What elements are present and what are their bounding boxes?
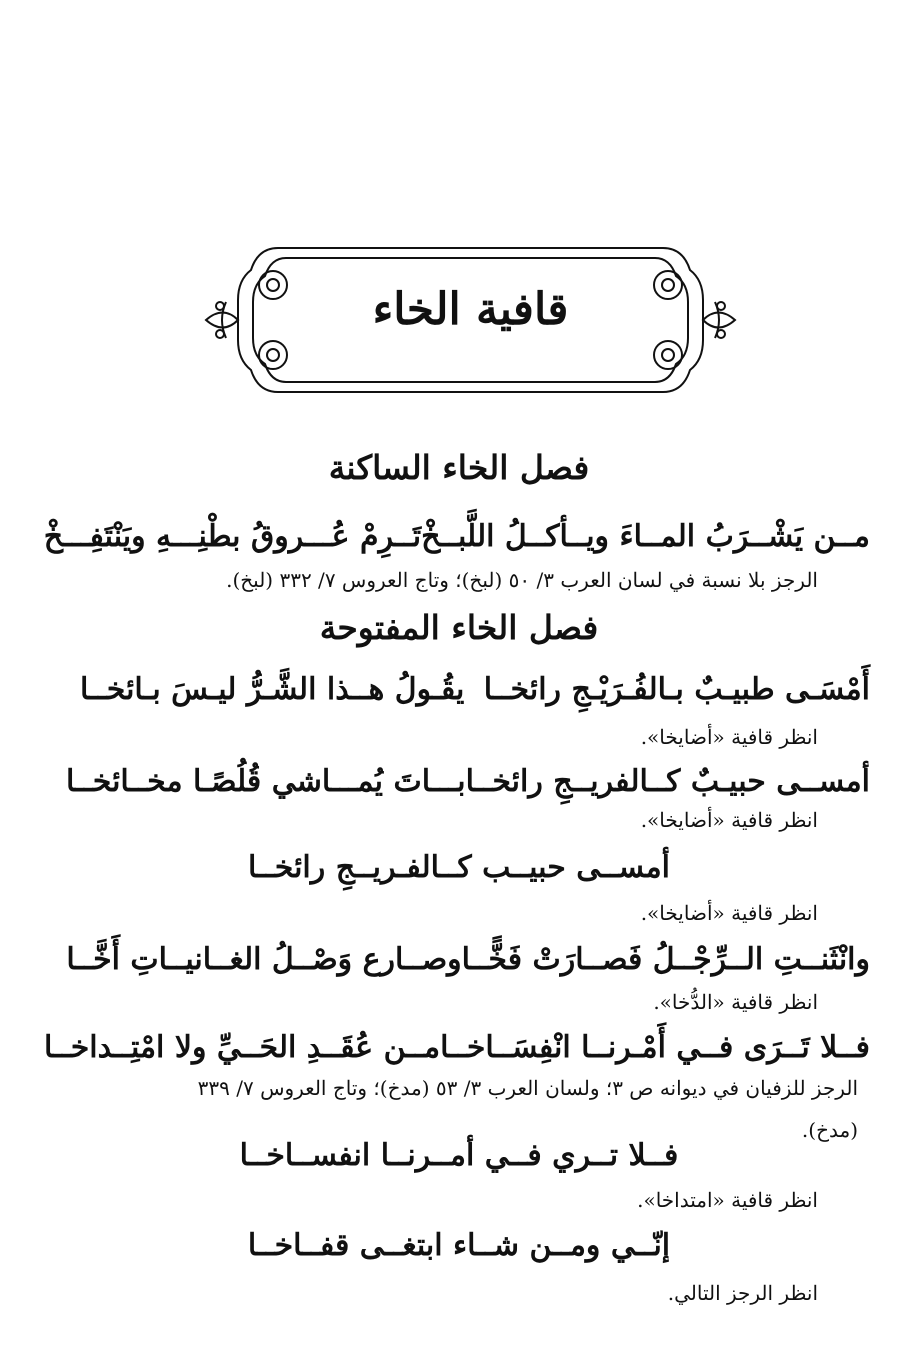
verse-single: فــلا تــري فــي أمــرنــا انفســاخــا [239,1138,679,1173]
verse-second-hemistich: تَــرِمْ عُـــروقُ بطْنِـــهِ ويَنْتَفِـــخْ [43,518,422,554]
header-frame [198,240,743,400]
footnote: انظر قافية «أضايخا». [640,808,818,832]
verse-first-hemistich: وانْثَنــتِ الــرِّجْــلُ فَصــارَتْ فَخًّــا [461,941,870,977]
footnote: الرجز للزفيان في ديوانه ص ٣؛ ولسان العرب ٣/ ٥٣ (مدخ)؛ وتاج العروس ٧/ ٣٣٩ [197,1076,858,1100]
section-title: فصل الخاء الساكنة [328,448,590,487]
footnote: انظر قافية «الدُّخا». [653,990,818,1014]
verse-line [44,1023,870,1071]
section-title: فصل الخاء المفتوحة [319,608,599,647]
footnote: انظر قافية «أضايخا». [640,901,818,925]
verse-first-hemistich: أمســى حبيـبٌ كــالفريــجِ رائخــا [465,763,870,799]
verse-line [80,665,870,713]
verse-second-hemistich: مــن عُقَــدِ الحَــيِّ ولا امْتِــداخــا [44,1029,441,1065]
footnote-continued: (مدخ). [801,1118,858,1142]
verse-first-hemistich: مــن يَشْــرَبُ المــاءَ ويــأكــلُ اللَّبــخْ [421,518,870,554]
footnote: انظر قافية «أضايخا». [640,725,818,749]
verse-line [43,512,870,560]
footnote: انظر قافية «امتداخا». [637,1188,818,1212]
chapter-title: قافية الخاء [372,284,569,335]
verse-first-hemistich: أَمْسَـى طبيـبٌ بـالفُـرَيْـجِ رائخــا [483,671,870,707]
footnote: انظر الرجز التالي. [667,1281,818,1305]
verse-line [66,935,870,983]
verse-line [66,757,870,805]
verse-single: أمســى حبيــب كــالفـريــجِ رائخــا [248,850,670,885]
verse-single: إنّــي ومــن شــاء ابتغــى قفــاخــا [247,1228,671,1263]
footnote: الرجز بلا نسبة في لسان العرب ٣/ ٥٠ (لبخ)؛ وتاج العروس ٧/ ٣٣٢ (لبخ). [226,568,818,592]
verse-second-hemistich: بـــاتَ يُمـــاشي قُلُصًـا مخــائخــا [66,763,466,799]
verse-second-hemistich: يقُـولُ هــذا الشَّـرُّ ليـسَ بـائخــا [80,671,465,707]
verse-first-hemistich: فــلا تَــرَى فــي أَمْـرنــا انْفِسَــاخــا [440,1029,870,1065]
verse-second-hemistich: وصــارع وَصْــلُ الغــانيــاتِ أَخَّــا [66,941,462,977]
